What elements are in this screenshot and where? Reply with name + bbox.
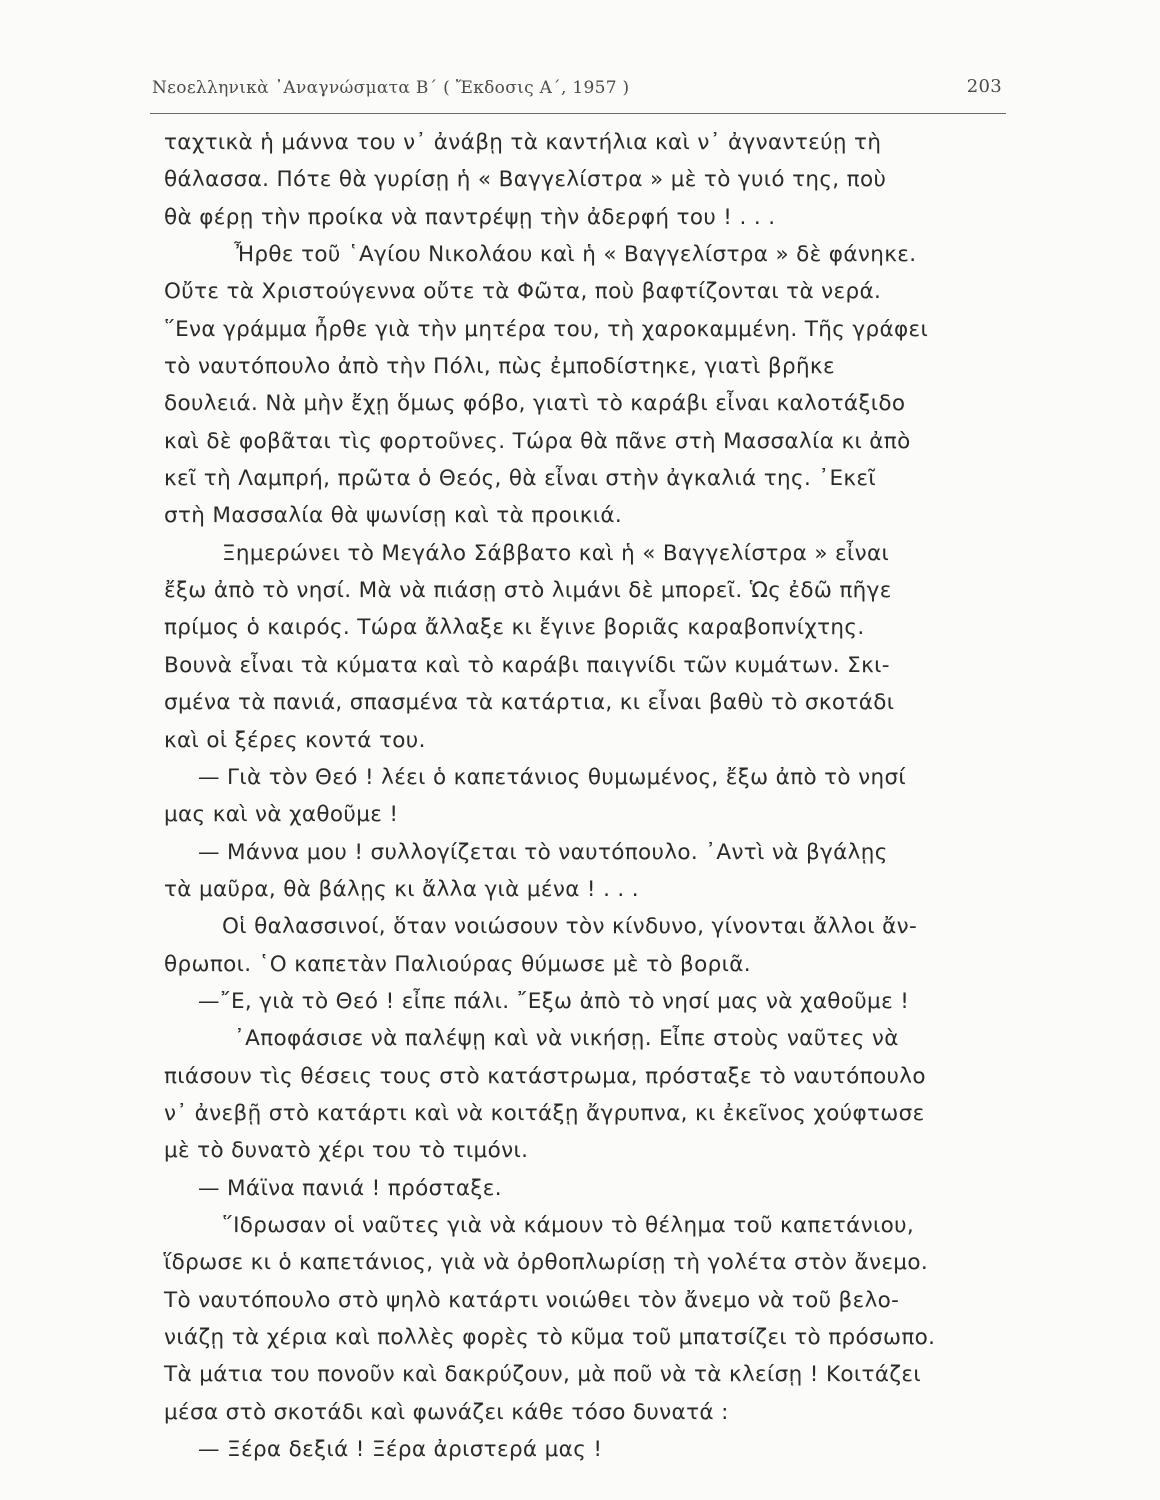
- header-title: Νεοελληνικὰ ᾿Αναγνώσματα Β΄ ( Ἔκδοσις Α΄, 1957 ): [152, 78, 630, 98]
- text-line: μας καὶ νὰ χαθοῦμε !: [164, 802, 399, 828]
- text-line: δουλειά. Νὰ μὴν ἔχῃ ὅμως φόβο, γιατὶ τὸ καράβι εἶναι καλοτάξιδο: [164, 391, 906, 417]
- text-line: τὰ μαῦρα, θὰ βάλῃς κι ἄλλα γιὰ μένα ! . . .: [164, 876, 639, 902]
- text-line: θάλασσα. Πότε θὰ γυρίσῃ ἡ « Βαγγελίστρα » μὲ τὸ γυιό της, ποὺ: [164, 167, 887, 193]
- text-line: ἔξω ἀπὸ τὸ νησί. Μὰ νὰ πιάσῃ στὸ λιμάνι δὲ μπορεῖ. Ὡς ἐδῶ πῆγε: [164, 578, 892, 604]
- text-line: ᾿Αποφάσισε νὰ παλέψῃ καὶ νὰ νικήσῃ. Εἶπε στοὺς ναῦτες νὰ: [234, 1026, 899, 1052]
- text-line: Ἦρθε τοῦ ῾Αγίου Νικολάου καὶ ἡ « Βαγγελίστρα » δὲ φάνηκε.: [234, 242, 917, 268]
- page-number: 203: [966, 76, 1002, 97]
- text-line: Βουνὰ εἶναι τὰ κύματα καὶ τὸ καράβι παιγνίδι τῶν κυμάτων. Σκι-: [164, 652, 890, 678]
- text-line: — Μάννα μου ! συλλογίζεται τὸ ναυτόπουλο. ᾿Αντὶ νὰ βγάλῃς: [198, 839, 888, 865]
- text-line: Ξημερώνει τὸ Μεγάλο Σάββατο καὶ ἡ « Βαγγελίστρα » εἶναι: [222, 540, 890, 566]
- text-line: μὲ τὸ δυνατὸ χέρι του τὸ τιμόνι.: [164, 1138, 529, 1164]
- text-line: πιάσουν τὶς θέσεις τους στὸ κατάστρωμα, πρόσταξε τὸ ναυτόπουλο: [164, 1063, 926, 1089]
- text-line: θὰ φέρῃ τὴν προίκα νὰ παντρέψῃ τὴν ἀδερφή του ! . . .: [164, 204, 776, 230]
- text-line: νιάζῃ τὰ χέρια καὶ πολλὲς φορὲς τὸ κῦμα τοῦ μπατσίζει τὸ πρόσωπο.: [164, 1325, 936, 1350]
- text-line: καὶ δὲ φοβᾶται τὶς φορτοῦνες. Τώρα θὰ πᾶνε στὴ Μασσαλία κι ἀπὸ: [164, 428, 911, 454]
- header-divider: [150, 113, 1006, 114]
- text-line: — Γιὰ τὸν Θεό ! λέει ὁ καπετάνιος θυμωμένος, ἔξω ἀπὸ τὸ νησί: [198, 764, 907, 790]
- text-line: σμένα τὰ πανιά, σπασμένα τὰ κατάρτια, κι εἶναι βαθὺ τὸ σκοτάδι: [164, 690, 895, 716]
- body-text: [164, 124, 1024, 1468]
- text-line: — Ξέρα δεξιά ! Ξέρα ἀριστερά μας !: [198, 1437, 603, 1463]
- text-line: ῞Ενα γράμμα ἦρθε γιὰ τὴν μητέρα του, τὴ χαροκαμμένη. Τῆς γράφει: [164, 316, 929, 342]
- text-line: Οἱ θαλασσινοί, ὅταν νοιώσουν τὸν κίνδυνο, γίνονται ἄλλοι ἄν-: [222, 914, 918, 940]
- text-line: μέσα στὸ σκοτάδι καὶ φωνάζει κάθε τόσο δυνατά :: [164, 1399, 729, 1425]
- text-line: τὸ ναυτόπουλο ἀπὸ τὴν Πόλι, πὼς ἐμποδίστηκε, γιατὶ βρῆκε: [164, 354, 835, 380]
- text-line: ταχτικὰ ἡ μάννα του ν᾿ ἀνάβῃ τὰ καντήλια καὶ ν᾿ ἀγναντεύῃ τὴ: [164, 130, 882, 155]
- text-line: Τὰ μάτια του πονοῦν καὶ δακρύζουν, μὰ ποῦ νὰ τὰ κλείσῃ ! Κοιτάζει: [164, 1362, 921, 1388]
- running-header: [152, 74, 1002, 108]
- text-line: καὶ οἱ ξέρες κοντά του.: [164, 727, 426, 753]
- text-line: Οὔτε τὰ Χριστούγεννα οὔτε τὰ Φῶτα, ποὺ βαφτίζονται τὰ νερά.: [164, 279, 882, 305]
- text-line: θρωποι. ῾Ο καπετὰν Παλιούρας θύμωσε μὲ τὸ βοριᾶ.: [164, 951, 751, 977]
- text-line: πρίμος ὁ καιρός. Τώρα ἄλλαξε κι ἔγινε βοριᾶς καραβοπνίχτης.: [164, 615, 865, 641]
- text-line: — Μάϊνα πανιά ! πρόσταξε.: [198, 1175, 502, 1201]
- text-line: ῞Ιδρωσαν οἱ ναῦτες γιὰ νὰ κάμουν τὸ θέλημα τοῦ καπετάνιου,: [222, 1212, 915, 1238]
- text-line: Τὸ ναυτόπουλο στὸ ψηλὸ κατάρτι νοιώθει τὸν ἄνεμο νὰ τοῦ βελο-: [164, 1287, 900, 1313]
- text-line: —῎Ε, γιὰ τὸ Θεό ! εἶπε πάλι. ῎Εξω ἀπὸ τὸ νησί μας νὰ χαθοῦμε !: [198, 988, 910, 1014]
- text-line: κεῖ τὴ Λαμπρή, πρῶτα ὁ Θεός, θὰ εἶναι στὴν ἀγκαλιά της. ᾿Εκεῖ: [164, 466, 877, 492]
- text-line: στὴ Μασσαλία θὰ ψωνίσῃ καὶ τὰ προικιά.: [164, 503, 623, 529]
- text-line: ν᾿ ἀνεβῇ στὸ κατάρτι καὶ νὰ κοιτάξῃ ἄγρυπνα, κι ἐκεῖνος χούφτωσε: [164, 1100, 925, 1126]
- text-line: ἵδρωσε κι ὁ καπετάνιος, γιὰ νὰ ὀρθοπλωρίσῃ τὴ γολέτα στὸν ἄνεμο.: [164, 1250, 929, 1276]
